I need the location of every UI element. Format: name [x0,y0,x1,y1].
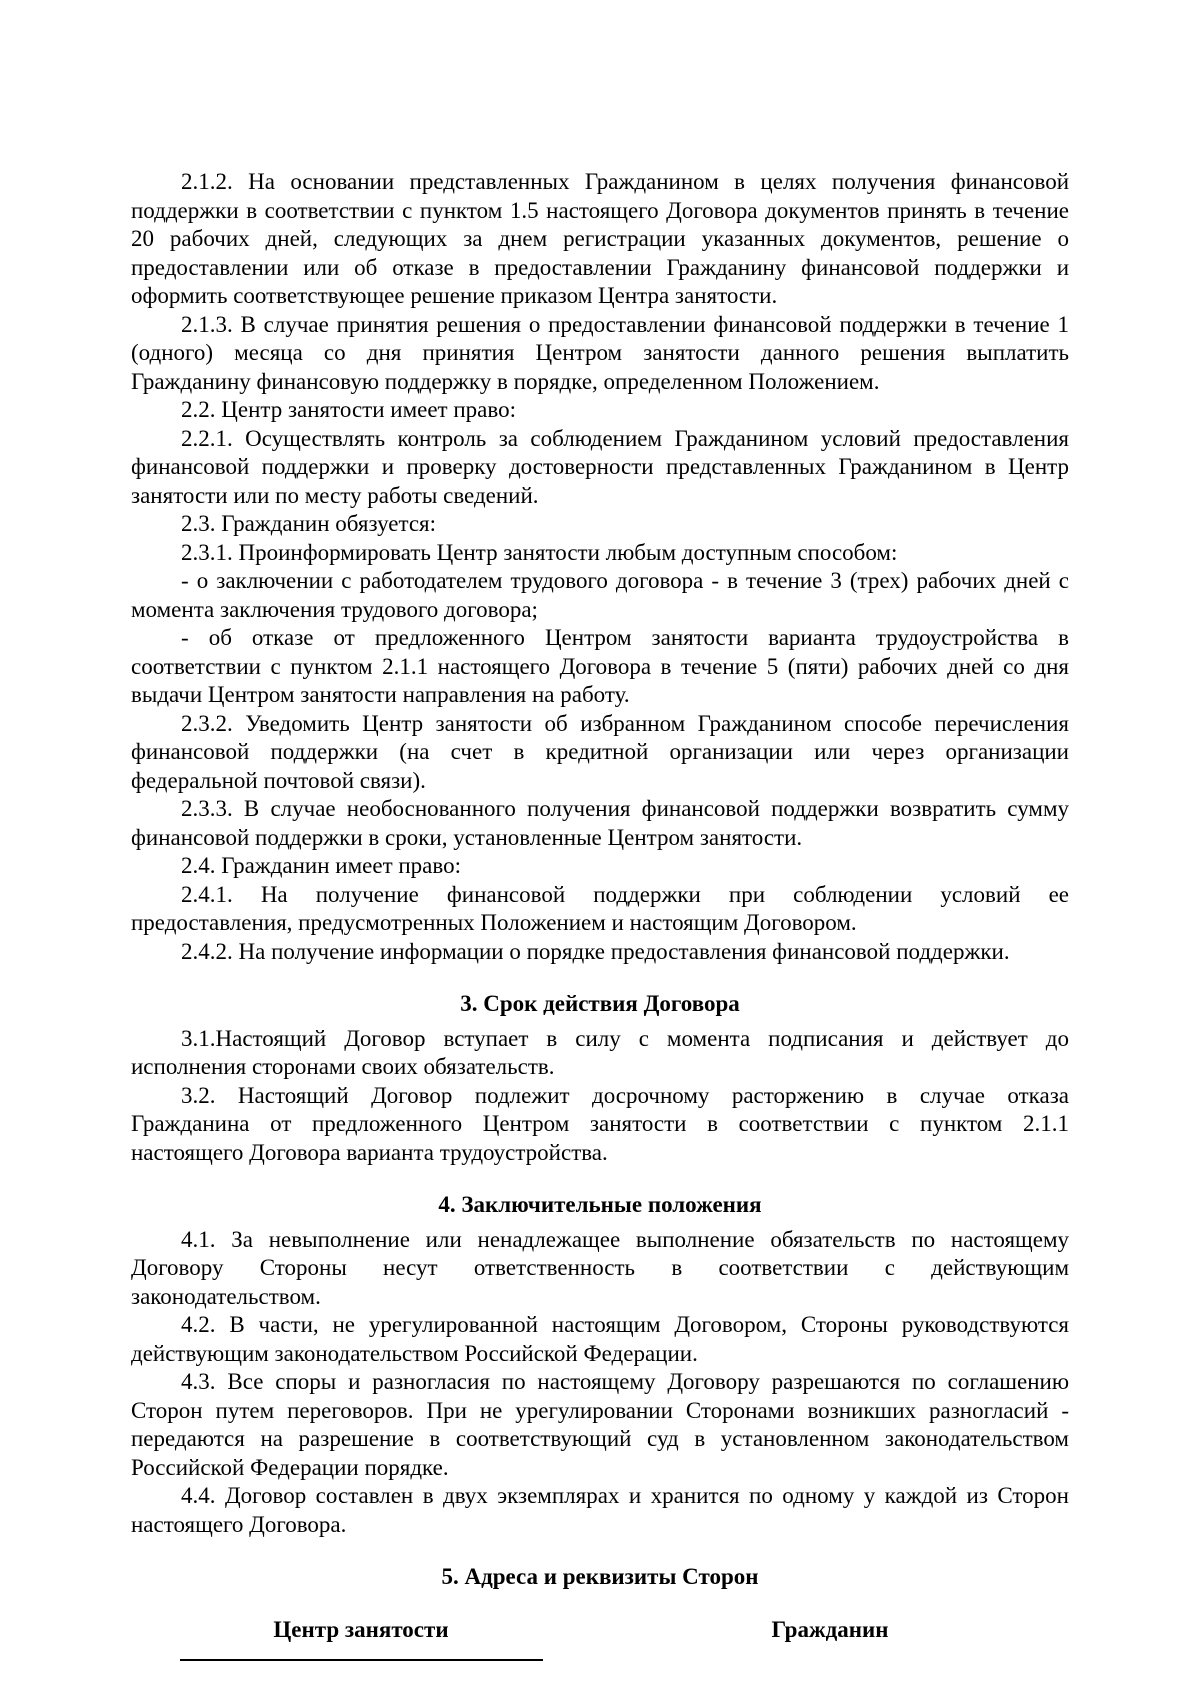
party-heading-employment-center: Центр занятости [273,1616,449,1642]
paragraph [131,852,1069,881]
text-line: 4.2. В части, не урегулированной настоящим Договором, Стороны руководствуются [181,1312,1069,1337]
text-line: 2.4. Гражданин имеет право: [181,853,461,878]
paragraph [131,1482,1069,1539]
text-line: Российской Федерации порядке. [131,1454,449,1480]
text-line: 2.2.1. Осуществлять контроль за соблюдением Гражданином условий предоставления [181,425,1069,451]
text-line: Договору Стороны несут ответственность в соответствии с действующим [131,1255,1069,1280]
text-line: соответствии с пунктом 2.1.1 настоящего Договора в течение 5 (пяти) рабочих дней со дня [131,653,1069,679]
party-column-citizen [591,1616,1069,1662]
paragraph [131,1311,1069,1368]
signature-line [180,1659,543,1661]
text-line: 20 рабочих дней, следующих за днем регистрации указанных документов, решение о [131,226,1069,251]
text-line: федеральной почтовой связи). [131,767,426,793]
paragraph [131,881,1069,938]
text-line: (одного) месяца со дня принятия Центром занятости данного решения выплатить [131,340,1069,365]
paragraph [131,624,1069,710]
text-line: 2.2. Центр занятости имеет право: [181,397,516,422]
contract-sections [131,168,1069,1592]
paragraph [131,168,1069,311]
text-line: действующим законодательством Российской Федерации. [131,1340,698,1366]
text-line: 2.3.2. Уведомить Центр занятости об избранном Гражданином способе перечисления [181,710,1069,736]
paragraph [131,1025,1069,1082]
text-line: Сторон путем переговоров. При не урегулировании Сторонами возникших разногласий - [131,1397,1069,1423]
paragraph [131,710,1069,796]
text-line: Гражданину финансовую поддержку в порядке, определенном Положением. [131,368,880,394]
paragraph [131,510,1069,539]
text-line: момента заключения трудового договора; [131,596,538,622]
text-line: занятости или по месту работы сведений. [131,482,539,508]
text-line: поддержки в соответствии с пунктом 1.5 настоящего Договора документов принять в течение [131,197,1069,223]
text-line: настоящего Договора варианта трудоустройства. [131,1139,608,1165]
text-line: исполнения сторонами своих обязательств. [131,1054,555,1079]
party-column-employment-center [131,1616,591,1662]
section-heading: 5. Адреса и реквизиты Сторон [441,1564,759,1589]
paragraph [131,311,1069,397]
text-line: финансовой поддержки (на счет в кредитной организации или через организации [131,739,1069,764]
paragraph [131,567,1069,624]
text-line: 2.1.3. В случае принятия решения о предоставлении финансовой поддержки в течение 1 [181,311,1069,337]
paragraph [131,396,1069,425]
text-line: предоставления, предусмотренных Положением и настоящим Договором. [131,910,857,935]
text-line: выдачи Центром занятости направления на работу. [131,682,630,707]
text-line: предоставлении или об отказе в предоставлении Гражданину финансовой поддержки и [131,254,1069,280]
text-line: - о заключении с работодателем трудового договора - в течение 3 (трех) рабочих дней с [181,568,1069,593]
text-line: 3.1.Настоящий Договор вступает в силу с момента подписания и действует до [181,1025,1069,1051]
text-line: 4.4. Договор составлен в двух экземплярах и хранится по одному у каждой из Сторон [181,1483,1069,1508]
text-line: законодательством. [131,1283,321,1309]
paragraph [131,795,1069,852]
text-line: 2.3. Гражданин обязуется: [181,511,437,536]
text-line: передаются на разрешение в соответствующий суд в установленном законодательством [131,1426,1069,1451]
text-line: финансовой поддержки и проверку достоверности представленных Гражданином в Центр [131,454,1069,479]
section-heading: 3. Срок действия Договора [460,991,740,1016]
paragraph [131,938,1069,967]
paragraph [131,1226,1069,1312]
parties-row [131,1616,1069,1662]
text-line: 2.1.2. На основании представленных Гражданином в целях получения финансовой [181,169,1069,194]
paragraph [131,539,1069,568]
paragraph [131,1368,1069,1482]
text-line: 4.3. Все споры и разногласия по настоящему Договору разрешаются по соглашению [181,1369,1069,1394]
text-line: 2.3.3. В случае необоснованного получения финансовой поддержки возвратить сумму [181,796,1069,821]
party-heading-citizen: Гражданин [771,1616,889,1642]
paragraph [131,425,1069,511]
text-line: Гражданина от предложенного Центром занятости в соответствии с пунктом 2.1.1 [131,1111,1069,1136]
text-line: 2.4.2. На получение информации о порядке предоставления финансовой поддержки. [181,938,1010,964]
contract-body [131,168,1069,1661]
text-line: 4.1. За невыполнение или ненадлежащее выполнение обязательств по настоящему [181,1226,1069,1252]
text-line: 2.3.1. Проинформировать Центр занятости любым доступным способом: [181,539,898,565]
text-line: финансовой поддержки в сроки, установленные Центром занятости. [131,824,803,850]
paragraph [131,1082,1069,1168]
text-line: оформить соответствующее решение приказом Центра занятости. [131,283,778,308]
text-line: - об отказе от предложенного Центром занятости варианта трудоустройства в [181,625,1069,650]
section-heading: 4. Заключительные положения [438,1192,762,1217]
text-line: настоящего Договора. [131,1511,347,1537]
text-line: 2.4.1. На получение финансовой поддержки при соблюдении условий ее [181,881,1069,907]
text-line: 3.2. Настоящий Договор подлежит досрочному расторжению в случае отказа [181,1082,1069,1108]
